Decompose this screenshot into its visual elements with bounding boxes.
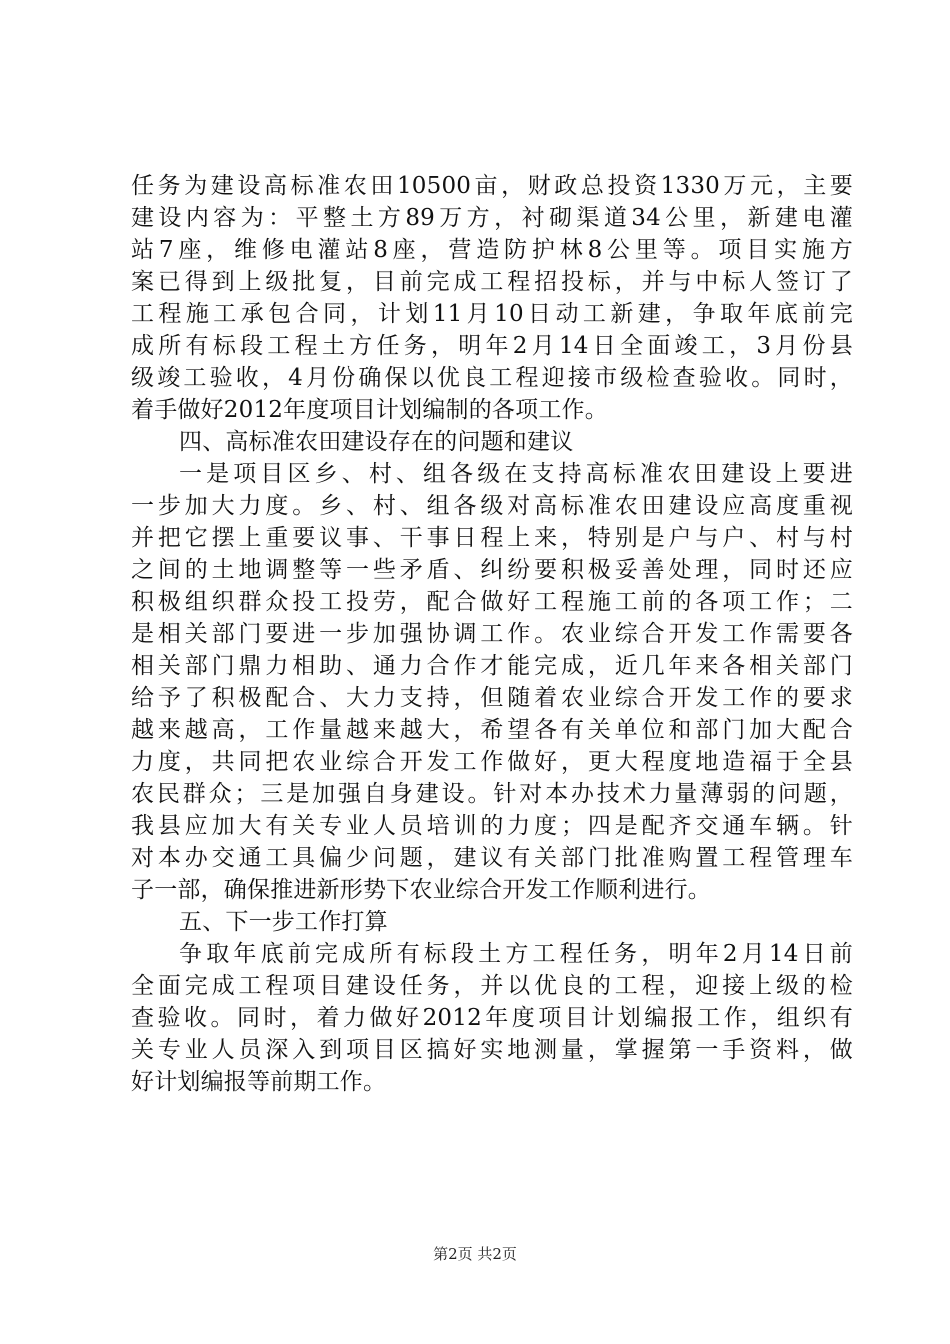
text-line: 子一部，确保推进新形势下农业综合开发工作顺利进行。 — [131, 877, 711, 903]
text-line: 并把它摆上重要议事、干事日程上来，特别是户与户、村与村 — [131, 525, 853, 551]
text-line: 成所有标段工程土方任务，明年2月14日全面竣工，3月份县 — [131, 333, 853, 359]
text-line: 站7座，维修电灌站8座，营造防护林8公里等。项目实施方 — [131, 237, 853, 263]
text-line: 争取年底前完成所有标段土方工程任务，明年2月14日前 — [179, 941, 853, 967]
text-line: 对本办交通工具偏少问题，建议有关部门批准购置工程管理车 — [131, 845, 853, 871]
text-line: 全面完成工程项目建设任务，并以优良的工程，迎接上级的检 — [131, 973, 853, 999]
text-line: 给予了积极配合、大力支持，但随着农业综合开发工作的要求 — [131, 685, 853, 711]
text-line: 之间的土地调整等一些矛盾、纠纷要积极妥善处理，同时还应 — [131, 557, 853, 583]
text-line: 工程施工承包合同，计划11月10日动工新建，争取年底前完 — [131, 301, 853, 327]
document-body — [131, 170, 853, 1098]
text-line: 农民群众；三是加强自身建设。针对本办技术力量薄弱的问题， — [131, 781, 853, 807]
text-line: 力度，共同把农业综合开发工作做好，更大程度地造福于全县 — [131, 749, 853, 775]
text-line: 好计划编报等前期工作。 — [131, 1069, 387, 1095]
text-line: 五、下一步工作打算 — [179, 909, 388, 935]
text-line: 着手做好2012年度项目计划编制的各项工作。 — [131, 397, 608, 423]
text-line: 建设内容为：平整土方89万方，衬砌渠道34公里，新建电灌 — [131, 205, 853, 231]
text-line: 级竣工验收，4月份确保以优良工程迎接市级检查验收。同时， — [131, 365, 853, 391]
text-line: 越来越高，工作量越来越大，希望各有关单位和部门加大配合 — [131, 717, 853, 743]
text-line: 查验收。同时，着力做好2012年度项目计划编报工作，组织有 — [131, 1005, 853, 1031]
text-line: 是相关部门要进一步加强协调工作。农业综合开发工作需要各 — [131, 621, 853, 647]
text-line: 四、高标准农田建设存在的问题和建议 — [179, 429, 574, 455]
text-line: 任务为建设高标准农田10500亩，财政总投资1330万元，主要 — [131, 173, 853, 199]
text-line: 一是项目区乡、村、组各级在支持高标准农田建设上要进 — [179, 461, 853, 487]
text-line: 积极组织群众投工投劳，配合做好工程施工前的各项工作；二 — [131, 589, 853, 615]
text-line: 一步加大力度。乡、村、组各级对高标准农田建设应高度重视 — [131, 493, 853, 519]
text-line: 案已得到上级批复，目前完成工程招投标，并与中标人签订了 — [131, 269, 853, 295]
page-footer: 第2页 共2页 — [433, 1245, 517, 1263]
text-line: 关专业人员深入到项目区搞好实地测量，掌握第一手资料，做 — [131, 1037, 853, 1063]
text-line: 我县应加大有关专业人员培训的力度；四是配齐交通车辆。针 — [131, 813, 853, 839]
text-line: 相关部门鼎力相助、通力合作才能完成，近几年来各相关部门 — [131, 653, 853, 679]
